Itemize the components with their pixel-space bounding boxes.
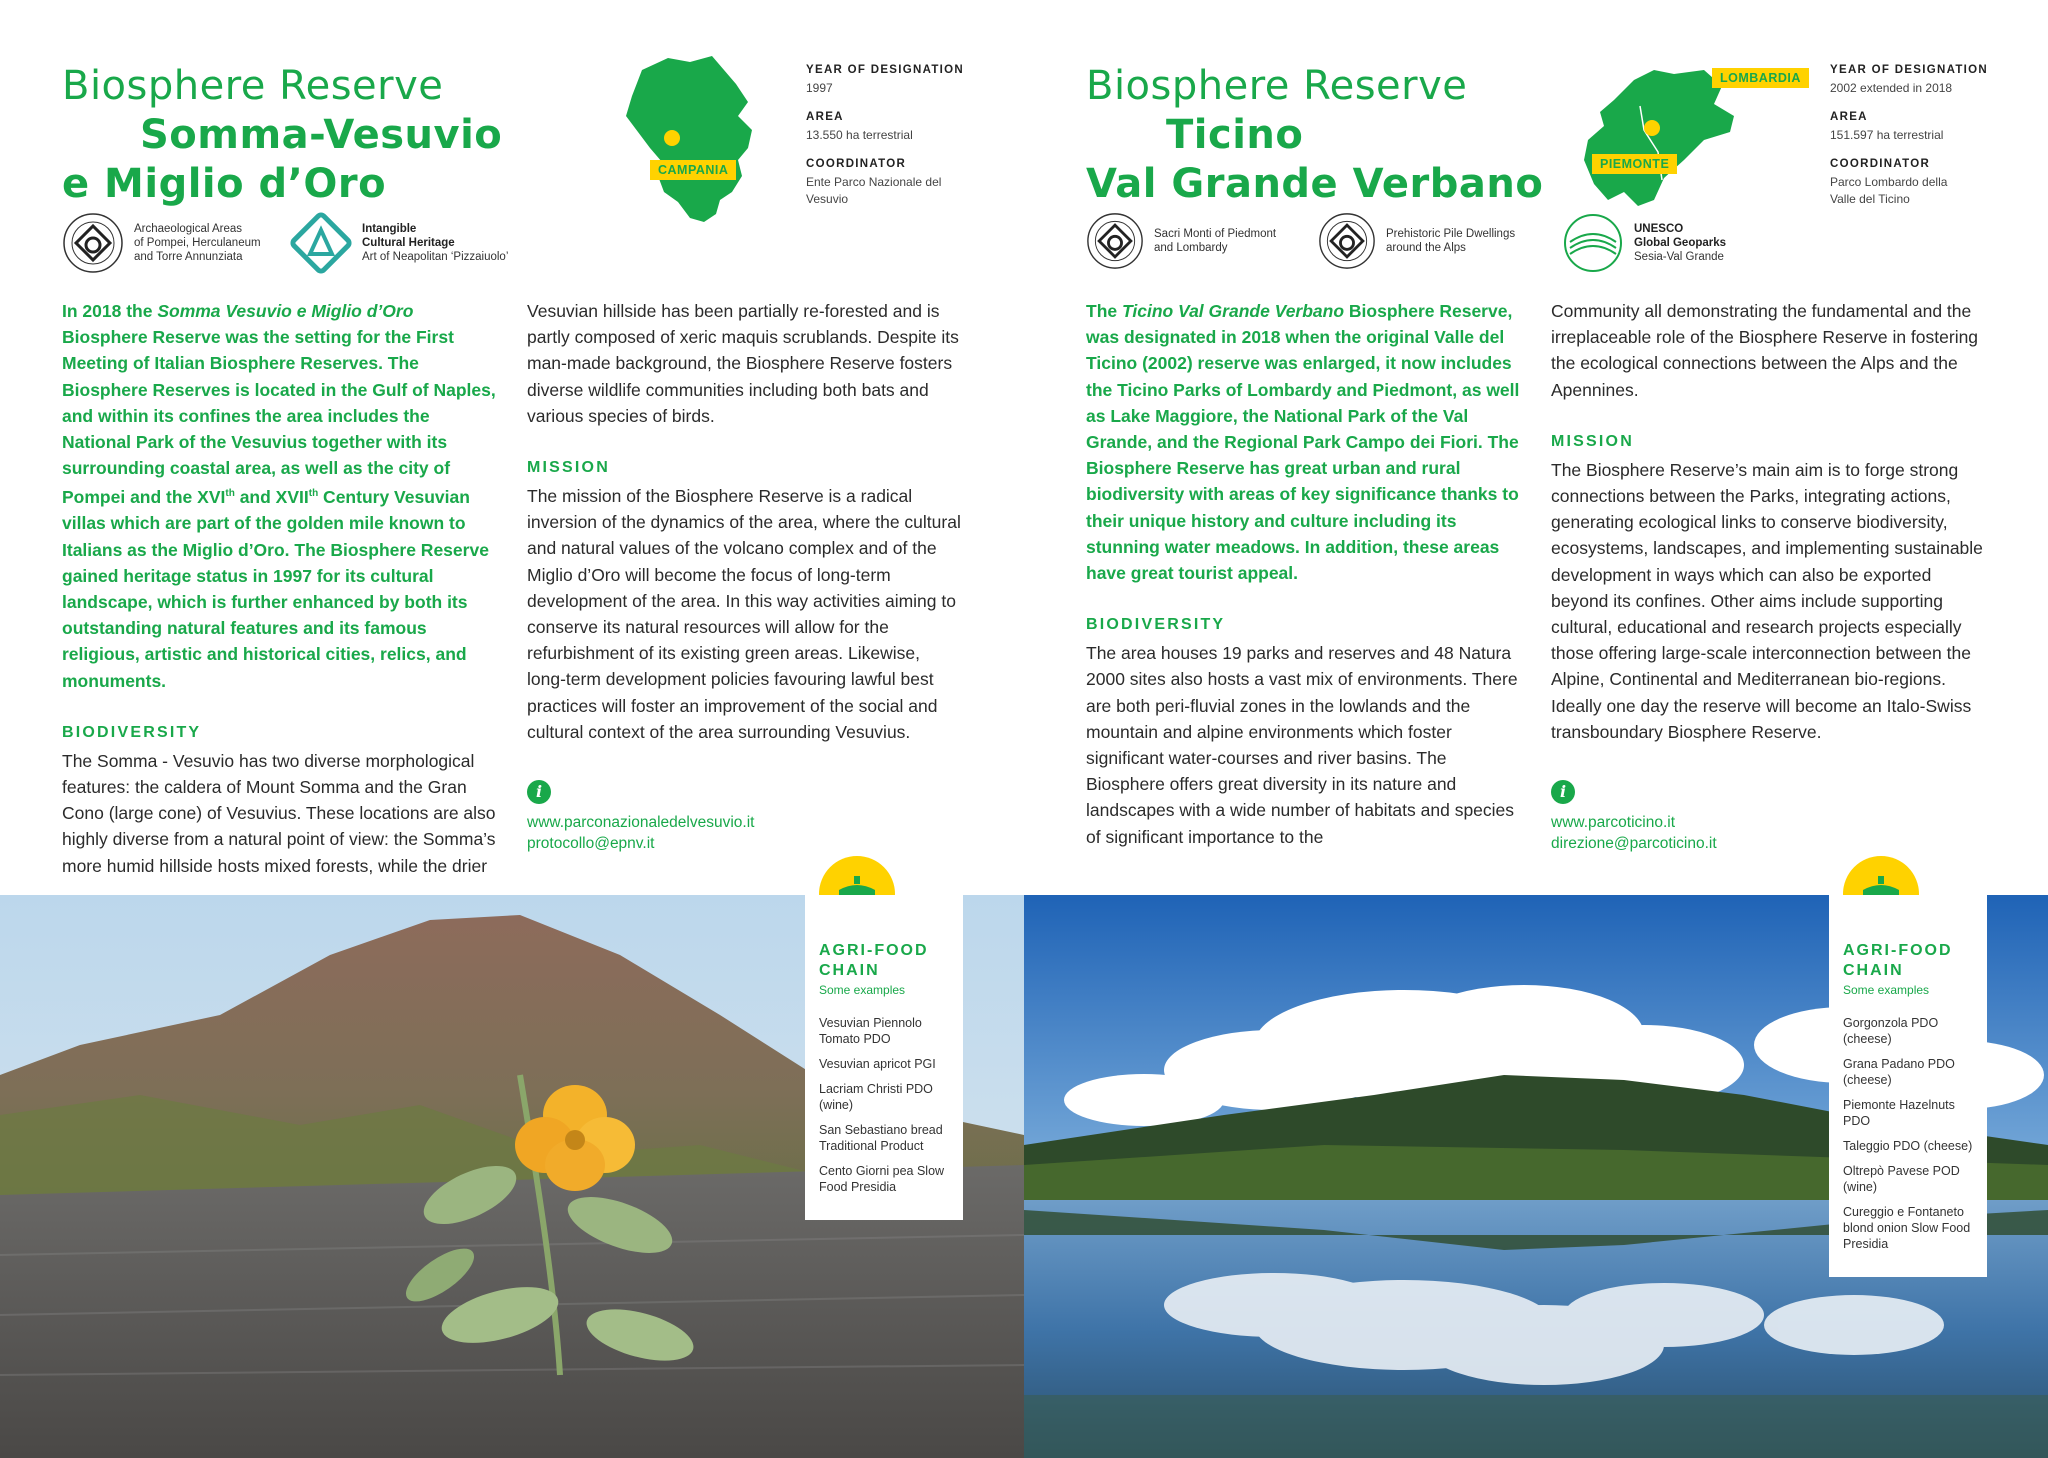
website-link[interactable]: www.parconazionaledelvesuvio.it <box>527 814 755 831</box>
heritage-badges <box>1086 212 1606 278</box>
title-line-1: Biosphere Reserve <box>62 63 444 109</box>
agri-title: AGRI-FOOD CHAIN <box>819 942 929 979</box>
column-2-text: Vesuvian hillside has been partially re-forested and is partly composed of xeric maquis scrublands. Despite its man-made background, the Biosphere Reserve fosters diverse wildlife communities including both bats and various species of birds. <box>527 301 959 426</box>
map-label-campania: CAMPANIA <box>650 160 736 180</box>
agri-title: AGRI-FOOD CHAIN <box>1843 942 1953 979</box>
page-title <box>62 62 502 209</box>
title-line-3: Val Grande Verbano <box>1086 161 1544 207</box>
page-title <box>1086 62 1543 209</box>
agri-item: Taleggio PDO (cheese) <box>1843 1139 1973 1153</box>
badge-text: Archaeological Areas of Pompei, Herculaneum and Torre Annunziata <box>134 223 261 263</box>
fact-area: AREA 151.597 ha terrestrial <box>1830 111 1944 142</box>
agri-item: Oltrepò Pavese POD (wine) <box>1843 1164 1960 1194</box>
agri-item: Piemonte Hazelnuts PDO <box>1843 1098 1955 1128</box>
facts-panel <box>806 64 976 222</box>
badge-text: Sacri Monti of Piedmont and Lombardy <box>1154 228 1277 254</box>
title-line-3: e Miglio d’Oro <box>62 161 387 207</box>
contact-info <box>527 780 754 854</box>
biodiversity-heading: BIODIVERSITY <box>62 723 202 741</box>
email-link[interactable]: protocollo@epnv.it <box>527 835 655 852</box>
right-page <box>1024 0 2048 1458</box>
biodiversity-heading: BIODIVERSITY <box>1086 616 1226 634</box>
intangible-heritage-icon <box>290 212 352 274</box>
agri-item: Vesuvian apricot PGI <box>819 1057 936 1071</box>
agri-item: Lacriam Christi PDO (wine) <box>819 1082 933 1112</box>
campania-map-shape <box>620 52 780 232</box>
agri-item: Vesuvian Piennolo Tomato PDO <box>819 1016 922 1046</box>
contact-info <box>1551 780 1717 854</box>
agri-food-panel <box>1829 895 1987 1277</box>
mission-text: The Biosphere Reserve’s main aim is to forge strong connections between the Parks, integrating actions, generating ecological links to conserve biodiversity, ecosystems, landscapes, and implementing sustainable development in ways which can also be exported beyond its confines. Other aims include supporting cultural, educational and research projects especially those offering large-scale interconnection between the Alpine, Continental and Mediterranean bio-regions. Ideally one day the reserve will become an Italo-Swiss transboundary Biosphere Reserve. <box>1551 459 1983 742</box>
intro-paragraph: In 2018 the Somma Vesuvio e Miglio d’Oro Biosphere Reserve was the setting for the First Meeting of Italian Biosphere Reserves. The Biosphere Reserves is located in the Gulf of Naples, and within its confines the area includes the National Park of the Vesuvius together with its surrounding coastal area, as well as the city of Pompei and the XVIth and XVIIth Century Vesuvian villas which are part of the golden mile known to Italians as the Miglio d’Oro. The Biosphere Reserve gained heritage status in 1997 for its cultural landscape, which is further enhanced by both its outstanding natural features and its famous religious, artistic and historical cities, relics, and monuments. <box>62 301 496 691</box>
agri-food-panel <box>805 895 963 1220</box>
map-label-lombardia: LOMBARDIA <box>1712 68 1809 88</box>
global-geoparks-icon <box>1562 212 1624 274</box>
biodiversity-text: The area houses 19 parks and reserves and 48 Natura 2000 sites also hosts a vast mix of environments. There are both peri-fluvial zones in the lowlands and the mountain and alpine environments which foster significant water-courses and river basins. The Biosphere offers great diversity in its nature and landscapes with a wide number of habitats and species of significant importance to the <box>1086 643 1518 847</box>
fact-coordinator: COORDINATOR Ente Parco Nazionale del Vesuvio <box>806 158 942 206</box>
fact-coordinator: COORDINATOR Parco Lombardo della Valle del Ticino <box>1830 158 1948 206</box>
world-heritage-emblem-icon <box>1086 212 1144 270</box>
info-icon: i <box>1551 780 1575 804</box>
mission-text: The mission of the Biosphere Reserve is a radical inversion of the dynamics of the area, where the cultural and natural values of the volcano complex and of the Miglio d’Oro will become the focus of long-term development of the area. In this way activities aiming to conserve its natural resources will allow for the refurbishment of its existing green areas. Likewise, long-term development policies favouring lawful best practices will foster an improvement of the social and cultural context of the area surrounding Vesuvius. <box>527 486 961 742</box>
badge-pile-dwellings <box>1318 212 1515 270</box>
mission-heading: MISSION <box>527 459 610 477</box>
title-line-2: Ticino <box>1166 112 1304 158</box>
fact-area: AREA 13.550 ha terrestrial <box>806 111 913 142</box>
email-link[interactable]: direzione@parcoticino.it <box>1551 835 1717 852</box>
badge-text: UNESCO Global Geoparks Sesia-Val Grande <box>1634 223 1727 263</box>
badge-text: Prehistoric Pile Dwellings around the Alps <box>1386 228 1516 254</box>
map-label-piemonte: PIEMONTE <box>1592 154 1677 174</box>
info-icon: i <box>527 780 551 804</box>
badge-sacri-monti <box>1086 212 1276 270</box>
facts-panel <box>1830 64 2000 222</box>
agri-item: Gorgonzola PDO (cheese) <box>1843 1016 1939 1046</box>
agri-item: Grana Padano PDO (cheese) <box>1843 1057 1955 1087</box>
badge-geoparks <box>1562 212 1726 274</box>
agri-subtitle: Some examples <box>1843 983 1930 997</box>
badge-archaeological-areas <box>62 212 261 274</box>
heritage-badges <box>62 212 532 278</box>
column-2 <box>527 298 961 745</box>
column-1 <box>1086 298 1524 850</box>
fact-year: YEAR OF DESIGNATION 1997 <box>806 64 965 95</box>
biodiversity-text: The Somma - Vesuvio has two diverse morphological features: the caldera of Mount Somma and the Gran Cono (large cone) of Vesuvius. These locations are also highly diverse from a natural point of view: the Somma’s more humid hillside hosts mixed forests, while the drier <box>62 750 496 876</box>
title-line-1: Biosphere Reserve <box>1086 63 1468 109</box>
title-line-2: Somma-Vesuvio <box>140 112 503 158</box>
badge-text: Intangible Cultural Heritage Art of Neapolitan ‘Pizzaiuolo’ <box>362 223 509 263</box>
mission-heading: MISSION <box>1551 432 1634 450</box>
region-map <box>620 52 780 232</box>
agri-item: Cento Giorni pea Slow Food Presidia <box>819 1164 945 1194</box>
world-heritage-emblem-icon <box>1318 212 1376 270</box>
column-2-text: Community all demonstrating the fundamental and the irreplaceable role of the Biosphere Reserve in fostering the ecological connections between the Alps and the Apennines. <box>1551 301 1979 400</box>
fact-year: YEAR OF DESIGNATION 2002 extended in 2018 <box>1830 64 1989 95</box>
world-heritage-emblem-icon <box>62 212 124 274</box>
agri-subtitle: Some examples <box>819 983 906 997</box>
column-2 <box>1551 298 1985 745</box>
column-1 <box>62 298 500 879</box>
website-link[interactable]: www.parcoticino.it <box>1551 814 1676 831</box>
agri-item: San Sebastiano bread Traditional Product <box>819 1123 943 1153</box>
badge-intangible-heritage <box>290 212 508 274</box>
agri-item: Cureggio e Fontaneto blond onion Slow Food Presidia <box>1843 1205 1971 1251</box>
intro-paragraph: The Ticino Val Grande Verbano Biosphere Reserve, was designated in 2018 when the original Valle del Ticino (2002) reserve was enlarged, it now includes the Ticino Parks of Lombardy and Piedmont, as well as Lake Maggiore, the National Park of the Val Grande, and the Regional Park Campo dei Fiori. The Biosphere Reserve has great urban and rural biodiversity with areas of key significance thanks to their unique history and culture including its stunning water meadows. In addition, these areas have great tourist appeal. <box>1086 301 1520 584</box>
